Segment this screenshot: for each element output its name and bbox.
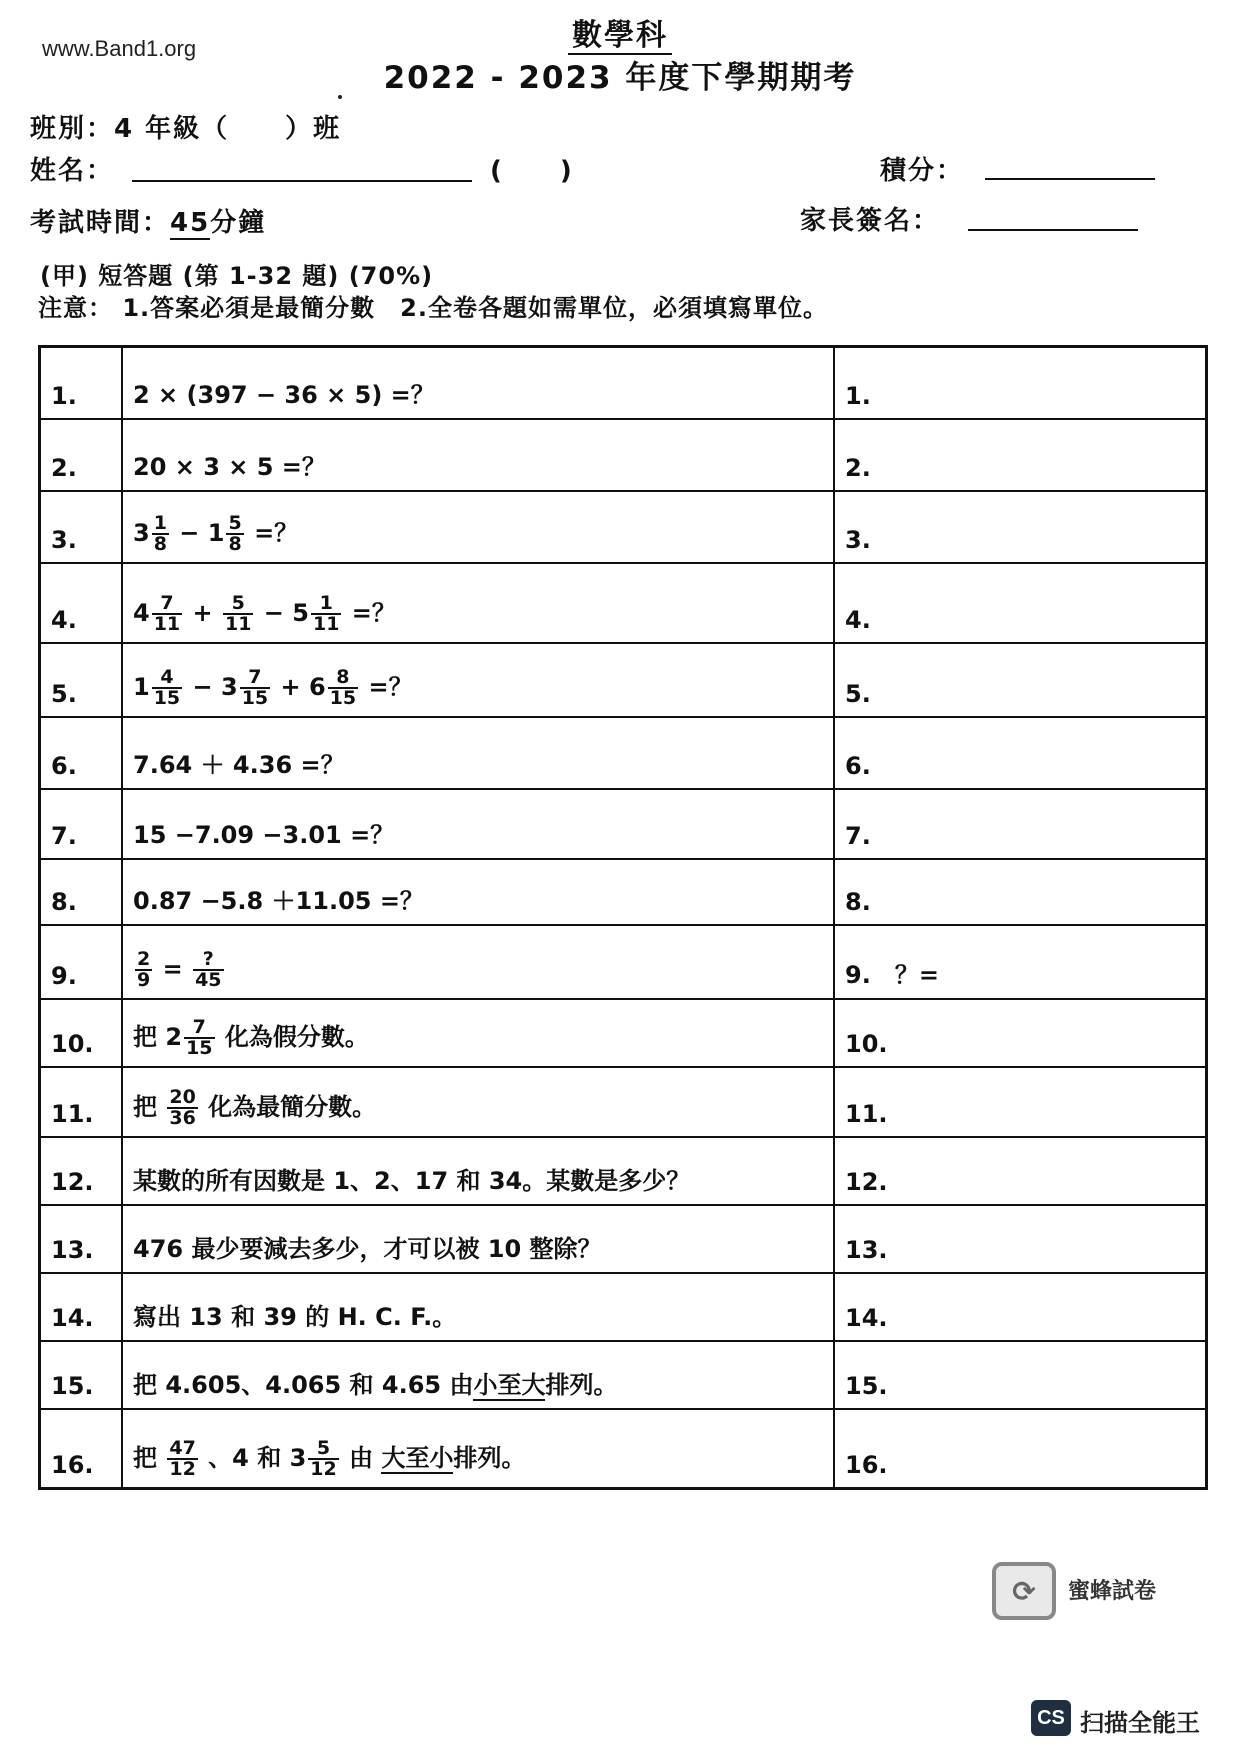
question-number: 10. <box>40 999 123 1067</box>
fraction: $\frac{2}{9}$ <box>137 947 151 991</box>
scan-speck <box>338 95 342 99</box>
question-number: 9. <box>40 925 123 999</box>
question-number: 7. <box>40 789 123 859</box>
parent-signature-line[interactable] <box>968 229 1138 231</box>
answer-cell[interactable]: 5. <box>834 643 1207 717</box>
question-number: 11. <box>40 1067 123 1137</box>
name-field-line[interactable] <box>132 180 472 182</box>
fraction: $\frac{7}{15}$ <box>241 665 269 709</box>
question-text: 某數的所有因數是 1、2、17 和 34。某數是多少？ <box>122 1137 834 1205</box>
question-number: 15. <box>40 1341 123 1409</box>
table-row <box>40 1273 1207 1341</box>
table-row <box>40 1137 1207 1205</box>
table-row <box>40 643 1207 717</box>
class-label: 班別：4 年級（ ）班 <box>30 114 342 144</box>
table-row <box>40 999 1207 1067</box>
answer-cell[interactable]: 15. <box>834 1341 1207 1409</box>
exam-title: 2022 - 2023 年度下學期期考 <box>383 60 857 96</box>
table-row <box>40 347 1207 419</box>
watermark-url[interactable]: www.Band1.org <box>42 36 197 61</box>
question-text: 2 × (397 − 36 × 5) =？ <box>122 347 834 419</box>
answer-cell[interactable]: 11. <box>834 1067 1207 1137</box>
time-unit: 分鐘 <box>210 208 267 238</box>
question-number: 14. <box>40 1273 123 1341</box>
answer-cell[interactable]: 14. <box>834 1273 1207 1341</box>
question-text: 15 −7.09 −3.01 =？ <box>122 789 834 859</box>
answer-cell[interactable]: 1. <box>834 347 1207 419</box>
question-text: 7.64 ＋ 4.36 =？ <box>122 717 834 789</box>
question-number: 2. <box>40 419 123 491</box>
question-text: 3 $\frac{1}{8}$ − 1 $\frac{5}{8}$ =？ <box>122 491 834 563</box>
fraction: $\frac{8}{15}$ <box>329 665 357 709</box>
question-text: 1 $\frac{4}{15}$ − 3 $\frac{7}{15}$ + 6 $\frac{8}{15}$ =？ <box>122 643 834 717</box>
underlined-text: 大至小 <box>381 1444 454 1472</box>
table-row <box>40 563 1207 643</box>
table-row <box>40 925 1207 999</box>
question-number: 6. <box>40 717 123 789</box>
table-row <box>40 1341 1207 1409</box>
table-row <box>40 789 1207 859</box>
camscanner-logo-icon: CS <box>1031 1700 1071 1736</box>
fraction: $\frac{7}{11}$ <box>153 591 181 635</box>
table-row <box>40 717 1207 789</box>
answer-cell[interactable]: 7. <box>834 789 1207 859</box>
class-number-paren: ( ) <box>490 156 574 186</box>
question-number: 12. <box>40 1137 123 1205</box>
answer-cell[interactable]: 13. <box>834 1205 1207 1273</box>
fraction: $\frac{5}{8}$ <box>228 511 242 555</box>
fraction: $\frac{47}{12}$ <box>169 1437 196 1480</box>
question-text: 把 4.605、4.065 和 4.65 由小至大排列。 <box>122 1341 834 1409</box>
section-note: 注意： 1.答案必須是最簡分數 2.全卷各題如需單位，必須填寫單位。 <box>38 294 828 322</box>
answer-cell[interactable]: 9. ？= <box>834 925 1207 999</box>
subject-title: 數學科 <box>0 10 1240 54</box>
question-number: 8. <box>40 859 123 925</box>
question-number: 1. <box>40 347 123 419</box>
questions-table <box>38 345 1208 1490</box>
question-text: 476 最少要減去多少，才可以被 10 整除？ <box>122 1205 834 1273</box>
score-field-line[interactable] <box>985 178 1155 180</box>
fraction: $\frac{5}{12}$ <box>310 1437 337 1480</box>
question-text: 把 2 $\frac{7}{15}$ 化為假分數。 <box>122 999 834 1067</box>
section-title: (甲) 短答題 (第 1-32 題) (70%) <box>40 262 434 290</box>
question-number: 16. <box>40 1409 123 1489</box>
underlined-text: 小至大 <box>473 1370 546 1399</box>
table-row <box>40 1409 1207 1489</box>
question-text: 4 $\frac{7}{11}$ + $\frac{5}{11}$ − 5 $\frac{1}{11}$ =？ <box>122 563 834 643</box>
fraction: $\frac{?}{45}$ <box>195 947 222 991</box>
score-label: 積分： <box>880 156 965 186</box>
answer-cell[interactable]: 8. <box>834 859 1207 925</box>
table-row <box>40 491 1207 563</box>
answer-cell[interactable]: 6. <box>834 717 1207 789</box>
answer-cell[interactable]: 3. <box>834 491 1207 563</box>
answer-cell[interactable]: 16. <box>834 1409 1207 1489</box>
question-text: 把 $\frac{20}{36}$ 化為最簡分數。 <box>122 1067 834 1137</box>
answer-cell[interactable]: 2. <box>834 419 1207 491</box>
name-label: 姓名： <box>30 156 115 186</box>
time-value: 45 <box>170 208 211 238</box>
answer-cell[interactable]: 4. <box>834 563 1207 643</box>
parent-signature-label: 家長簽名： <box>800 206 941 236</box>
fraction: $\frac{7}{15}$ <box>186 1015 213 1059</box>
table-row <box>40 419 1207 491</box>
question-number: 4. <box>40 563 123 643</box>
answer-cell[interactable]: 12. <box>834 1137 1207 1205</box>
table-row <box>40 859 1207 925</box>
fraction: $\frac{5}{11}$ <box>224 591 252 635</box>
question-number: 3. <box>40 491 123 563</box>
question-number: 13. <box>40 1205 123 1273</box>
camscanner-text: 扫描全能王 <box>1080 1709 1200 1737</box>
question-number: 5. <box>40 643 123 717</box>
question-text: 寫出 13 和 39 的 H. C. F.。 <box>122 1273 834 1341</box>
bee-exam-logo-icon: ⟳ <box>992 1562 1056 1620</box>
question-text: 把 $\frac{47}{12}$ 、4 和 3 $\frac{5}{12}$ 由 大至小排列。 <box>122 1409 834 1489</box>
table-row <box>40 1067 1207 1137</box>
question-text: $\frac{2}{9}$ = $\frac{?}{45}$ <box>122 925 834 999</box>
time-label: 考試時間：45分鐘 <box>30 208 267 238</box>
fraction: $\frac{1}{11}$ <box>312 591 340 635</box>
question-text: 0.87 −5.8 ＋11.05 =？ <box>122 859 834 925</box>
fraction: $\frac{4}{15}$ <box>153 665 181 709</box>
question-text: 20 × 3 × 5 =？ <box>122 419 834 491</box>
table-row <box>40 1205 1207 1273</box>
fraction: $\frac{1}{8}$ <box>153 511 167 555</box>
fraction: $\frac{20}{36}$ <box>169 1085 196 1129</box>
bee-exam-logo-text: 蜜蜂試卷 <box>1068 1579 1157 1604</box>
answer-cell[interactable]: 10. <box>834 999 1207 1067</box>
